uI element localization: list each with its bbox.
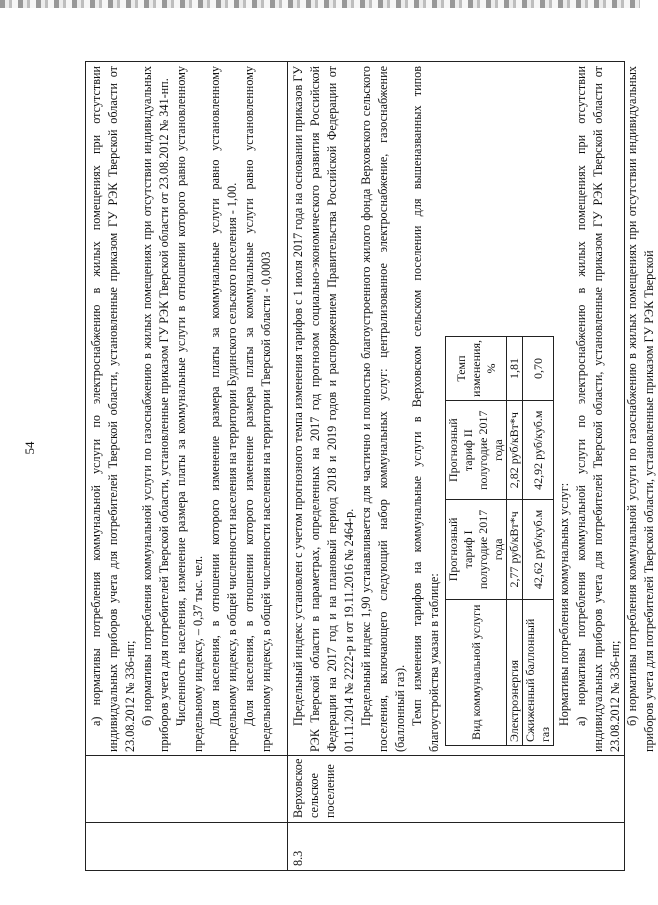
row-divider xyxy=(287,62,288,870)
header-cell: Вид коммунальной услуги xyxy=(446,599,507,745)
paragraph: Предельный индекс 1,90 устанавливается для частично и полностью благоустроенного жилого фонда Верховского сельского поселения, включающего следующий набор коммунальных услуг: централизованное электроснабжение, газоснабжение (баллонный газ). xyxy=(359,66,407,752)
header-cell: Темп изменения, % xyxy=(446,337,507,401)
paragraph: а) нормативы потребления коммунальной услуги по электроснабжению в жилых помещениях при отсутствии индивидуальных приборов учета для потребителей Тверской области, установленные приказом ГУ РЭК Тверской области от 23.08.2012 № 336-нп; xyxy=(89,66,137,752)
previous-row-text xyxy=(88,66,286,752)
table-cell: 2,82 руб/кВт*ч xyxy=(507,401,523,500)
tariff-table-header xyxy=(446,337,507,746)
paragraph: б) нормативы потребления коммунальной услуги по газоснабжению в жилых помещениях при отсутствии индивидуальных приборов учета для потребителей Тверской области, установленные приказом ГУ РЭК Тверской области от 23.08.2012 № 341-нп. xyxy=(140,66,171,752)
rotated-document-page xyxy=(85,61,656,871)
table-cell: Сжиженный баллонный газ xyxy=(523,599,554,745)
paragraph: Нормативы потребления коммунальных услуг: xyxy=(557,482,571,726)
table-cell: Электроэнергия xyxy=(507,599,523,745)
settlement-name: Верховское сельское поселение xyxy=(291,758,337,818)
table-cell: 2,77 руб/кВт*ч xyxy=(507,500,523,599)
table-cell: 1,81 xyxy=(507,337,523,401)
paragraph: Предельный индекс установлен с учетом прогнозного темпа изменения тарифов с 1 июля 2017 года на основании приказов ГУ РЭК Тверской области в параметрах, определенных на 2017 год прогнозом социально-экономического развития Российской Федерации на 2017 год и на плановый период 2018 и 2019 годов и распоряжением Правительства Российской Федерации от 01.11.2014 № 2222-р и от 19.11.2016 № 2464-р. xyxy=(291,66,356,752)
header-cell: Прогнозный тариф I полугодие 2017 года xyxy=(446,500,507,599)
scan-edge-artifact xyxy=(0,0,640,8)
page-number: 54 xyxy=(22,441,37,455)
paragraph: а) нормативы потребления коммунальной услуги по электроснабжению в жилых помещениях при отсутствии индивидуальных приборов учета для потребителей Тверской области, установленные приказом ГУ РЭК Тверской области от 23.08.2012 № 336-нп; xyxy=(574,66,622,752)
table-cell: 42,62 руб/куб.м xyxy=(523,500,554,599)
tariff-table xyxy=(445,336,554,746)
paragraph: Доля населения, в отношении которого изменение размера платы за коммунальные услуги равно установленному предельному индексу, в общей численности населения на территории Тверской области - 0,0003 xyxy=(242,66,273,752)
table-cell: 42,92 руб/куб.м xyxy=(523,401,554,500)
table-cell: 0,70 xyxy=(523,337,554,401)
paragraph: Темп изменения тарифов на коммунальные услуги в Верховском сельском поселении для вышеназванных типов благоустройства указан в таблице: xyxy=(410,66,441,752)
paragraph: Численность населения, изменение размера платы за коммунальные услуги в отношении которого равно установленному предельному индексу, – 0,37 тыс. чел. xyxy=(174,66,205,752)
document-table xyxy=(85,61,656,871)
header-cell: Прогнозный тариф II полугодие 2017 года xyxy=(446,401,507,500)
column-divider-number xyxy=(86,822,624,823)
row-number: 8.3 xyxy=(291,850,305,866)
table-row xyxy=(523,337,554,746)
paragraph: Доля населения, в отношении которого изменение размера платы за коммунальные услуги равно установленному предельному индексу, в общей численности населения на территории Будинского сельского поселения - 1,00. xyxy=(208,66,239,752)
current-row-text xyxy=(290,66,656,752)
table-row xyxy=(507,337,523,746)
paragraph: б) нормативы потребления коммунальной услуги по газоснабжению в жилых помещениях при отсутствии индивидуальных приборов учета для потребителей Тверской области, установленные приказом ГУ РЭК Тверской xyxy=(625,66,656,752)
